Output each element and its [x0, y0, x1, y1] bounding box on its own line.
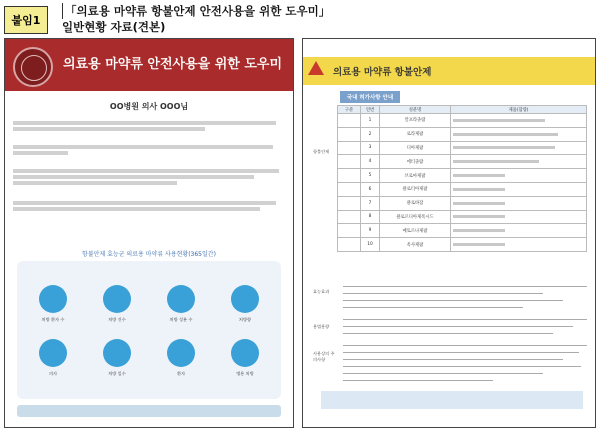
bullet-text-4: [13, 199, 287, 213]
table-header: 구분: [338, 106, 361, 114]
text-line: [343, 366, 581, 367]
title-line-1: 「의료용 마약류 항불안제 안전사용을 위한 도우미」: [62, 3, 330, 19]
text-line: [343, 286, 587, 287]
table-row: [338, 141, 587, 155]
left-banner-title: 의료용 마약류 안전사용을 위한 도우미: [63, 57, 283, 72]
text-line: [343, 319, 587, 320]
text-line: [343, 352, 579, 353]
stat-caption: 처방 건수: [108, 317, 126, 322]
attachment-badge: 붙임1: [4, 6, 48, 34]
bullet-text-3: [13, 167, 287, 187]
ingredient-name: 브로마제팜: [380, 169, 451, 183]
stat-caption: 병용 처방: [236, 371, 254, 376]
hospital-icon: [39, 285, 67, 313]
row-number: 6: [361, 182, 380, 196]
table-header: 성분명: [380, 106, 451, 114]
stat-caption: 처방 성분 수: [169, 317, 193, 322]
text-line: [343, 307, 523, 308]
right-sample-document: [302, 38, 596, 428]
table-header: 제품(함량): [451, 106, 587, 114]
row-number: 1: [361, 114, 380, 128]
right-title: 의료용 마약류 항불안제: [333, 67, 432, 78]
document-icon: [103, 285, 131, 313]
approval-table: [337, 105, 587, 252]
row-number: 2: [361, 127, 380, 141]
side-label: 용법용량: [313, 324, 330, 329]
row-group-label: 항불안제: [313, 149, 330, 154]
bullet-text-1: [13, 119, 287, 133]
doctor-icon: [39, 339, 67, 367]
approval-info-tab: 국내 허가사항 안내: [340, 91, 400, 103]
text-line: [343, 359, 563, 360]
table-row: [338, 196, 587, 210]
table-header: 연번: [361, 106, 380, 114]
stat-caption: 환자: [176, 371, 186, 376]
ingredient-name: 옥사제팜: [380, 238, 451, 252]
mortar-icon: [231, 285, 259, 313]
stat-caption: 처방 환자 수: [41, 317, 65, 322]
calendar-icon: [103, 339, 131, 367]
ingredient-name: 알프라졸람: [380, 114, 451, 128]
stat-caption: 처방량: [238, 317, 252, 322]
document-title: [62, 3, 330, 35]
text-line: [343, 293, 543, 294]
ingredient-name: 클로티아제팜: [380, 182, 451, 196]
emblem-logo: [13, 47, 53, 87]
stat-caption: 의사: [48, 371, 58, 376]
table-row: [338, 224, 587, 238]
clipboard-icon: [167, 285, 195, 313]
table-row: [338, 210, 587, 224]
pill-bottle-icon: [231, 339, 259, 367]
table-row: [338, 169, 587, 183]
right-footer-note: [321, 391, 583, 409]
stat-caption: 처방 일수: [108, 371, 126, 376]
text-line: [343, 326, 573, 327]
ingredient-name: 로라제팜: [380, 127, 451, 141]
table-row: [338, 238, 587, 252]
warning-icon: [308, 61, 324, 75]
row-number: 4: [361, 155, 380, 169]
row-number: 8: [361, 210, 380, 224]
side-label: 사용상의 주의사항: [313, 351, 335, 362]
table-row: [338, 127, 587, 141]
table-row: [338, 114, 587, 128]
text-line: [343, 300, 563, 301]
ingredient-name: 디아제팜: [380, 141, 451, 155]
table-row: [338, 155, 587, 169]
row-number: 3: [361, 141, 380, 155]
ingredient-name: 에티졸람: [380, 155, 451, 169]
patient-icon: [167, 339, 195, 367]
left-sample-document: [4, 38, 294, 428]
text-line: [343, 345, 587, 346]
usage-section-title: 항불안제 효능군 의료용 마약류 사용현황(365일간): [82, 251, 216, 258]
ingredient-name: 메토르나제팜: [380, 224, 451, 238]
usage-stats-panel: [17, 261, 281, 399]
ingredient-name: 클로바잠: [380, 196, 451, 210]
title-line-2: 일반현황 자료(견본): [62, 20, 166, 34]
ingredient-name: 클로르디아제폭시드: [380, 210, 451, 224]
left-footer-bar: [17, 405, 281, 417]
table-row: [338, 182, 587, 196]
text-line: [343, 380, 493, 381]
row-number: 7: [361, 196, 380, 210]
row-number: 9: [361, 224, 380, 238]
text-line: [343, 333, 553, 334]
side-label: 효능효과: [313, 289, 330, 294]
doctor-subtitle: OO병원 의사 OOO님: [109, 102, 189, 111]
text-line: [343, 373, 543, 374]
bullet-text-2: [13, 143, 287, 157]
row-number: 10: [361, 238, 380, 252]
row-number: 5: [361, 169, 380, 183]
